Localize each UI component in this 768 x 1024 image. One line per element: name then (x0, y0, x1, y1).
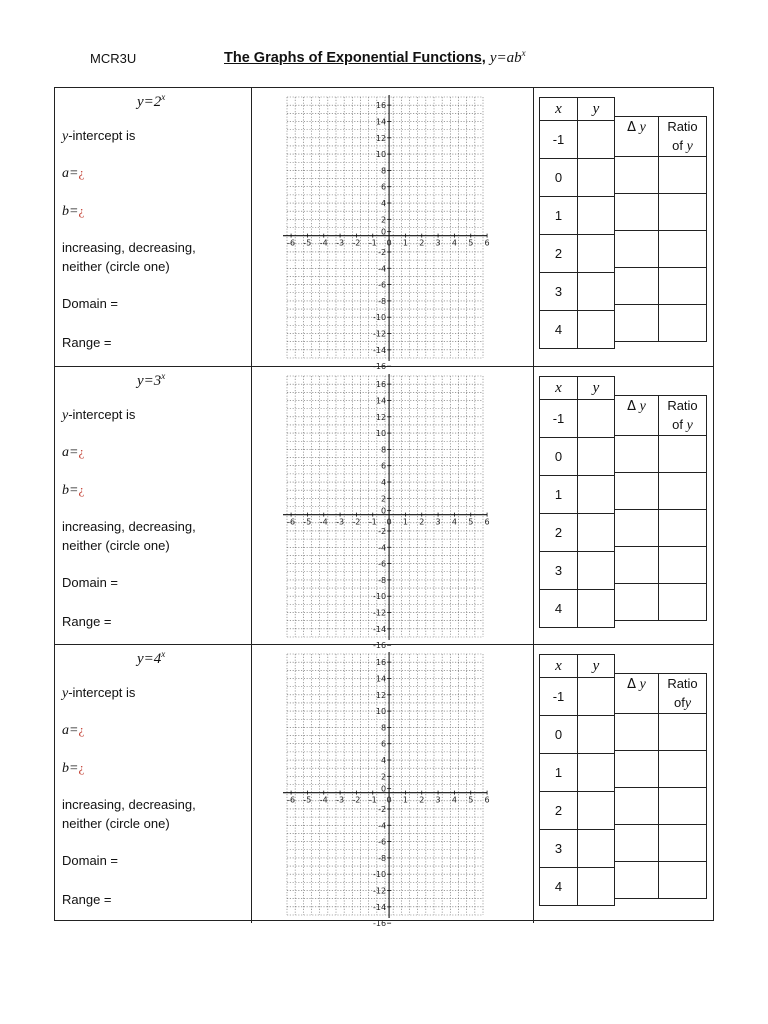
x-cell: 1 (540, 197, 578, 235)
y-tick-label: -6 (378, 280, 387, 290)
range-label: Range = (62, 335, 112, 350)
title-text: The Graphs of Exponential Functions, (224, 50, 486, 66)
x-tick-label: -5 (303, 517, 312, 527)
y-cell (578, 438, 615, 476)
xy-table (539, 376, 615, 628)
function-row-3 (55, 644, 713, 929)
y-tick-label: 8 (380, 445, 387, 455)
graph-area (251, 88, 534, 372)
x-header: x (540, 655, 578, 678)
delta-cell (615, 862, 659, 899)
y-tick-label: -12 (373, 608, 387, 618)
x-tick-label: 1 (402, 795, 408, 805)
delta-cell (615, 547, 659, 584)
x-tick-label: -6 (287, 795, 296, 805)
y-cell (578, 197, 615, 235)
x-tick-label: 4 (451, 795, 457, 805)
x-cell: -1 (540, 678, 578, 716)
x-cell: 1 (540, 754, 578, 792)
x-tick-label: -4 (319, 238, 328, 248)
x-tick-label: -5 (303, 238, 312, 248)
y-cell (578, 235, 615, 273)
range-label: Range = (62, 892, 112, 907)
x-tick-label: -2 (352, 517, 361, 527)
value-tables (533, 88, 713, 366)
delta-cell (615, 825, 659, 862)
x-tick-label: -1 (368, 517, 377, 527)
difference-table (614, 395, 707, 621)
x-tick-label: 6 (484, 795, 490, 805)
ratio-cell (659, 231, 707, 268)
y-tick-label: 16 (375, 380, 387, 390)
x-tick-label: 5 (468, 517, 474, 527)
delta-cell (615, 510, 659, 547)
x-cell: -1 (540, 121, 578, 159)
ratio-cell (659, 510, 707, 547)
ratio-cell (659, 473, 707, 510)
delta-y-header: Δ y (615, 674, 659, 714)
b-value-label: b=¿ (62, 760, 85, 776)
y-cell (578, 868, 615, 906)
y-tick-label: 16 (375, 101, 387, 111)
x-tick-label: 4 (451, 238, 457, 248)
difference-table (614, 673, 707, 899)
ratio-cell (659, 305, 707, 342)
function-label: $y=2^x$ (137, 92, 166, 110)
page-title (224, 48, 526, 67)
y-cell (578, 311, 615, 349)
delta-cell (615, 268, 659, 305)
y-tick-label: -6 (378, 559, 387, 569)
y-intercept-label: y-intercept is (62, 685, 136, 701)
domain-label: Domain = (62, 296, 118, 311)
y-tick-label: 10 (375, 150, 387, 160)
y-cell (578, 716, 615, 754)
delta-cell (615, 714, 659, 751)
delta-cell (615, 584, 659, 621)
ratio-cell (659, 547, 707, 584)
x-tick-label: -4 (319, 795, 328, 805)
y-tick-label: -14 (373, 624, 387, 634)
x-tick-label: 6 (484, 238, 490, 248)
monotonic-choice: increasing, decreasing, neither (circle one) (62, 797, 196, 831)
function-label: $y=4^x$ (137, 649, 166, 667)
ratio-cell (659, 268, 707, 305)
delta-cell (615, 157, 659, 194)
y-header: y (578, 377, 615, 400)
a-value-label: a=¿ (62, 165, 85, 181)
ratio-cell (659, 436, 707, 473)
y-header: y (578, 98, 615, 121)
y-tick-label: -4 (378, 264, 387, 274)
delta-cell (615, 788, 659, 825)
monotonic-choice: increasing, decreasing, neither (circle one) (62, 240, 196, 274)
y-tick-label: -16 (373, 641, 387, 651)
y-tick-label: -2 (378, 247, 387, 257)
y-tick-label: 2 (380, 494, 387, 504)
monotonic-choice: increasing, decreasing, neither (circle one) (62, 519, 196, 553)
y-tick-label: -2 (378, 526, 387, 536)
y-tick-label: -16 (373, 362, 387, 372)
ratio-header: Ratio ofy (659, 674, 707, 714)
delta-cell (615, 473, 659, 510)
ratio-cell (659, 194, 707, 231)
y-cell (578, 552, 615, 590)
ratio-header: Ratio of y (659, 117, 707, 157)
y-tick-label: -4 (378, 543, 387, 553)
function-label: $y=3^x$ (137, 371, 166, 389)
x-tick-label: 3 (435, 795, 441, 805)
x-tick-label: -1 (368, 795, 377, 805)
x-tick-label: -3 (336, 517, 345, 527)
y-tick-label: 6 (380, 739, 387, 749)
value-tables (533, 645, 713, 923)
y-tick-label: 10 (375, 707, 387, 717)
y-tick-label: 12 (375, 412, 387, 422)
x-cell: 3 (540, 273, 578, 311)
y-tick-label: 0 (380, 506, 387, 516)
x-tick-label: -6 (287, 238, 296, 248)
y-cell (578, 159, 615, 197)
y-tick-label: 14 (375, 674, 387, 684)
ratio-cell (659, 825, 707, 862)
y-tick-label: -14 (373, 345, 387, 355)
y-tick-label: 12 (375, 133, 387, 143)
y-cell (578, 121, 615, 159)
y-tick-label: -10 (373, 313, 387, 323)
x-tick-label: 5 (468, 795, 474, 805)
x-tick-label: 5 (468, 238, 474, 248)
delta-y-header: Δ y (615, 117, 659, 157)
function-info (55, 88, 252, 366)
y-tick-label: 8 (380, 723, 387, 733)
ratio-cell (659, 157, 707, 194)
ratio-cell (659, 714, 707, 751)
y-cell (578, 476, 615, 514)
x-tick-label: 3 (435, 238, 441, 248)
x-cell: 2 (540, 235, 578, 273)
x-cell: -1 (540, 400, 578, 438)
y-tick-label: 6 (380, 461, 387, 471)
y-tick-label: 2 (380, 215, 387, 225)
y-tick-label: 4 (380, 199, 387, 209)
y-tick-label: 0 (380, 227, 387, 237)
y-cell (578, 400, 615, 438)
y-tick-label: -4 (378, 821, 387, 831)
title-formula: $y=ab^x$ (489, 48, 526, 66)
x-cell: 2 (540, 792, 578, 830)
y-cell (578, 678, 615, 716)
b-value-label: b=¿ (62, 203, 85, 219)
y-tick-label: 14 (375, 396, 387, 406)
course-code: MCR3U (90, 51, 137, 66)
value-tables (533, 367, 713, 645)
x-cell: 3 (540, 830, 578, 868)
worksheet-frame (54, 87, 714, 929)
range-label: Range = (62, 614, 112, 629)
function-row-2 (55, 366, 713, 651)
y-tick-label: 2 (380, 772, 387, 782)
y-tick-label: -12 (373, 886, 387, 896)
x-tick-label: 3 (435, 517, 441, 527)
xy-table (539, 97, 615, 349)
y-cell (578, 792, 615, 830)
domain-label: Domain = (62, 575, 118, 590)
ratio-cell (659, 862, 707, 899)
x-tick-label: 2 (419, 238, 425, 248)
y-tick-label: 4 (380, 756, 387, 766)
delta-cell (615, 194, 659, 231)
x-tick-label: 0 (386, 517, 392, 527)
y-tick-label: 14 (375, 117, 387, 127)
y-intercept-label: y-intercept is (62, 407, 136, 423)
x-tick-label: 4 (451, 517, 457, 527)
coordinate-grid (281, 94, 501, 372)
x-cell: 2 (540, 514, 578, 552)
y-intercept-label: y-intercept is (62, 128, 136, 144)
y-tick-label: -10 (373, 870, 387, 880)
ratio-cell (659, 751, 707, 788)
y-tick-label: 4 (380, 478, 387, 488)
xy-table (539, 654, 615, 906)
x-cell: 1 (540, 476, 578, 514)
y-tick-label: -2 (378, 804, 387, 814)
x-tick-label: 2 (419, 517, 425, 527)
x-tick-label: -3 (336, 795, 345, 805)
difference-table (614, 116, 707, 342)
coordinate-grid (281, 651, 501, 929)
function-info (55, 367, 252, 645)
x-tick-label: -3 (336, 238, 345, 248)
x-tick-label: 0 (386, 795, 392, 805)
delta-cell (615, 436, 659, 473)
a-value-label: a=¿ (62, 722, 85, 738)
y-tick-label: 0 (380, 784, 387, 794)
function-row-1 (55, 88, 713, 372)
domain-label: Domain = (62, 853, 118, 868)
x-tick-label: -5 (303, 795, 312, 805)
x-cell: 4 (540, 590, 578, 628)
y-tick-label: -8 (378, 296, 387, 306)
a-value-label: a=¿ (62, 444, 85, 460)
y-tick-label: 6 (380, 182, 387, 192)
delta-y-header: Δ y (615, 396, 659, 436)
b-value-label: b=¿ (62, 482, 85, 498)
x-cell: 0 (540, 716, 578, 754)
x-tick-label: -4 (319, 517, 328, 527)
y-cell (578, 514, 615, 552)
y-cell (578, 754, 615, 792)
x-cell: 0 (540, 438, 578, 476)
y-tick-label: -10 (373, 592, 387, 602)
x-header: x (540, 98, 578, 121)
x-tick-label: 0 (386, 238, 392, 248)
x-tick-label: -2 (352, 238, 361, 248)
y-tick-label: 8 (380, 166, 387, 176)
x-tick-label: 6 (484, 517, 490, 527)
x-cell: 0 (540, 159, 578, 197)
x-tick-label: -1 (368, 238, 377, 248)
x-tick-label: -2 (352, 795, 361, 805)
graph-area (251, 645, 534, 929)
delta-cell (615, 231, 659, 268)
x-tick-label: 2 (419, 795, 425, 805)
y-tick-label: 10 (375, 429, 387, 439)
y-header: y (578, 655, 615, 678)
y-tick-label: -16 (373, 919, 387, 929)
function-info (55, 645, 252, 923)
y-tick-label: -14 (373, 902, 387, 912)
ratio-cell (659, 788, 707, 825)
x-tick-label: -6 (287, 517, 296, 527)
y-cell (578, 590, 615, 628)
x-cell: 4 (540, 868, 578, 906)
delta-cell (615, 751, 659, 788)
x-header: x (540, 377, 578, 400)
ratio-header: Ratio of y (659, 396, 707, 436)
x-cell: 4 (540, 311, 578, 349)
graph-area (251, 367, 534, 651)
y-tick-label: -6 (378, 837, 387, 847)
delta-cell (615, 305, 659, 342)
y-tick-label: 16 (375, 658, 387, 668)
y-tick-label: -12 (373, 329, 387, 339)
y-tick-label: -8 (378, 853, 387, 863)
x-cell: 3 (540, 552, 578, 590)
y-cell (578, 273, 615, 311)
x-tick-label: 1 (402, 517, 408, 527)
ratio-cell (659, 584, 707, 621)
y-cell (578, 830, 615, 868)
coordinate-grid (281, 373, 501, 651)
y-tick-label: 12 (375, 690, 387, 700)
y-tick-label: -8 (378, 575, 387, 585)
x-tick-label: 1 (402, 238, 408, 248)
